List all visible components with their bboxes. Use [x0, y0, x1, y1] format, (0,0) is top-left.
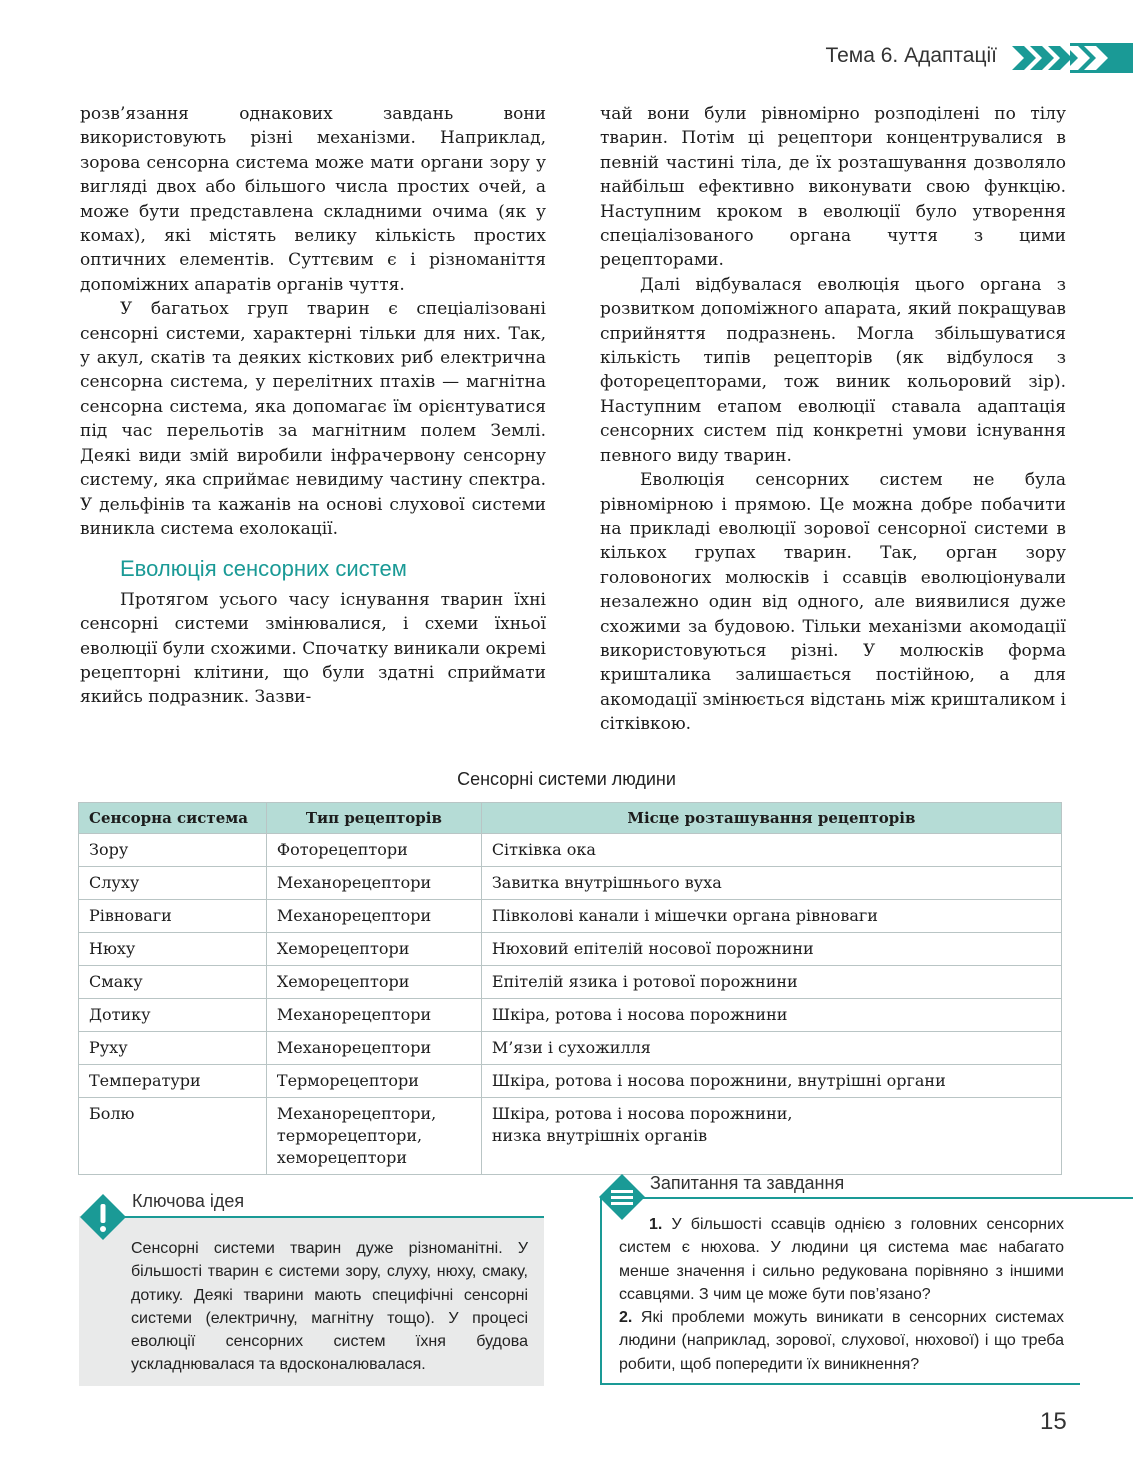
table-cell: Болю: [79, 1098, 267, 1175]
paragraph: чай вони були рівномірно розподілені по тілу тварин. Потім ці рецептори концентрувалися в певній частині тіла, де їх розташування дозволяло найбільш ефективно виконувати свою функцію. Наступним кроком в еволюції було утворення спеціалізованого органа чуття з цими рецепторами.: [600, 104, 1066, 271]
table-cell: Дотику: [79, 999, 267, 1032]
paragraph: Протягом усього часу існування тварин їхні сенсорні системи змінювалися, і схеми їхньої еволюції були схожими. Спочатку виникали окремі рецепторні клітини, що були здатні сприймати якийсь подразник. Зазви-: [80, 589, 546, 708]
table-cell: Механорецептори: [266, 999, 481, 1032]
table-cell: Терморецептори: [266, 1065, 481, 1098]
table-row: [79, 900, 1062, 933]
key-idea-rule: [103, 1216, 544, 1218]
table-row: [79, 966, 1062, 999]
section-heading: Еволюція сенсорних систем: [120, 556, 407, 582]
table-cell: Температури: [79, 1065, 267, 1098]
questions-title: Запитання та завдання: [650, 1173, 845, 1193]
table-cell: Рівноваги: [79, 900, 267, 933]
table-cell: Епітелій язика і ротової порожнини: [481, 966, 1061, 999]
key-idea-text: Сенсорні системи тварин дуже різноманітні. У більшості тварин є системи зору, слуху, нюху, смаку, дотику. Деякі тварини мають специфічні сенсорні системи (електричну, магнітну тощо). У процесі еволюції сенсорних систем їхня будова ускладнювалася та вдосконалювалася.: [131, 1240, 528, 1374]
table-cell: Слуху: [79, 867, 267, 900]
paragraph: У багатьох груп тварин є спеціалізовані сенсорні системи, характерні тільки для них. Так, у акул, скатів та деяких кісткових риб електрична сенсорна система, у перелітних птахів — магнітна сенсорна система, яка допомагає їм орієнтуватися під час перельотів за магнітним полем Землі. Деякі види змій виробили інфрачервону сенсорну систему, яка сприймає невидиму частину спектра. У дельфінів та кажанів на основі слухової системи виникла система ехолокації.: [80, 299, 546, 539]
chapter-title: Тема 6. Адаптації: [825, 44, 997, 67]
key-idea-title: Ключова ідея: [132, 1191, 245, 1211]
question-2: Які проблеми можуть виникати в сенсорних системах людини (наприклад, зорової, слухової, нюхової) і що треба робити, щоб попередити їх виникнення?: [619, 1309, 1064, 1373]
table-row: [79, 933, 1062, 966]
paragraph: Еволюція сенсорних систем не була рівномірною і прямою. Це можна добре побачити на прикладі еволюції зорової сенсорної системи в кількох групах тварин. Так, орган зору головоногих молюсків і ссавців еволюціонували незалежно один від одного, але виявилися дуже схожими за будовою. Тільки механізми акомодації використовуються різні. У молюсків форма кришталика залишається постійною, а для акомодації змінюється відстань між кришталиком і сітківкою.: [600, 470, 1066, 735]
table-header-row: [79, 803, 1062, 834]
table-cell: Механорецептори, терморецептори, хеморецептори: [266, 1098, 481, 1175]
table-cell: Півколові канали і мішечки органа рівноваги: [481, 900, 1061, 933]
table-cell: Смаку: [79, 966, 267, 999]
table-cell: Шкіра, ротова і носова порожнини: [481, 999, 1061, 1032]
table-cell: Шкіра, ротова і носова порожнини, низка внутрішніх органів: [481, 1098, 1061, 1175]
left-column: [80, 102, 546, 710]
page-number: 15: [1040, 1408, 1067, 1435]
table-row: [79, 1032, 1062, 1065]
table-row: [79, 1065, 1062, 1098]
table-cell: М’язи і сухожилля: [481, 1032, 1061, 1065]
table-cell: Фоторецептори: [266, 834, 481, 867]
table-cell: Нюху: [79, 933, 267, 966]
sensory-systems-table: [78, 802, 1062, 1175]
paragraph: Далі відбувалася еволюція цього органа з розвитком допоміжного апарата, який покращував сприйняття подразнень. Могла збільшуватися кількість типів рецепторів (як відбулося з фоторецепторами, тож виник кольоровий зір). Наступним етапом еволюції ставала адаптація сенсорних систем під конкретні умови існування певного виду тварин.: [600, 274, 1066, 466]
question-1: У більшості ссавців однією з головних сенсорних систем є нюхова. У людини ця система має набагато менше значення і сильно редукована порівняно з іншими ссавцями. З чим це може бути пов’язано?: [619, 1216, 1065, 1303]
column-header: Тип рецепторів: [266, 803, 481, 834]
chevron-arrows-icon: [1010, 43, 1133, 73]
questions-text: [619, 1213, 1064, 1376]
table-cell: Сітківка ока: [481, 834, 1061, 867]
column-header: Місце розташування рецепторів: [481, 803, 1061, 834]
questions-rule: [620, 1197, 1133, 1199]
question-number: 2.: [619, 1309, 633, 1327]
table-row: [79, 1098, 1062, 1175]
table-cell: Механорецептори: [266, 900, 481, 933]
table-cell: Зору: [79, 834, 267, 867]
exclamation-icon: [79, 1193, 127, 1241]
table-cell: Хеморецептори: [266, 933, 481, 966]
table-cell: Нюховий епітелій носової порожнини: [481, 933, 1061, 966]
table-cell: Механорецептори: [266, 867, 481, 900]
paragraph: розв’язання однакових завдань вони використовують різні механізми. Наприклад, зорова сенсорна система може мати органи зору у вигляді двох або більшого числа простих очей, а може бути представлена складними очима (як у комах), які містять велику кількість простих оптичних елементів. Суттєвим є і різноманіття допоміжних апаратів органів чуття.: [80, 104, 546, 295]
question-number: 1.: [649, 1216, 663, 1233]
table-row: [79, 999, 1062, 1032]
table-row: [79, 867, 1062, 900]
table-cell: Хеморецептори: [266, 966, 481, 999]
table-cell: Механорецептори: [266, 1032, 481, 1065]
table-caption: Сенсорні системи людини: [457, 769, 676, 789]
right-column: [600, 102, 1066, 737]
column-header: Сенсорна система: [79, 803, 267, 834]
table-cell: Руху: [79, 1032, 267, 1065]
table-row: [79, 834, 1062, 867]
table-cell: Завитка внутрішнього вуха: [481, 867, 1061, 900]
table-cell: Шкіра, ротова і носова порожнини, внутрішні органи: [481, 1065, 1061, 1098]
